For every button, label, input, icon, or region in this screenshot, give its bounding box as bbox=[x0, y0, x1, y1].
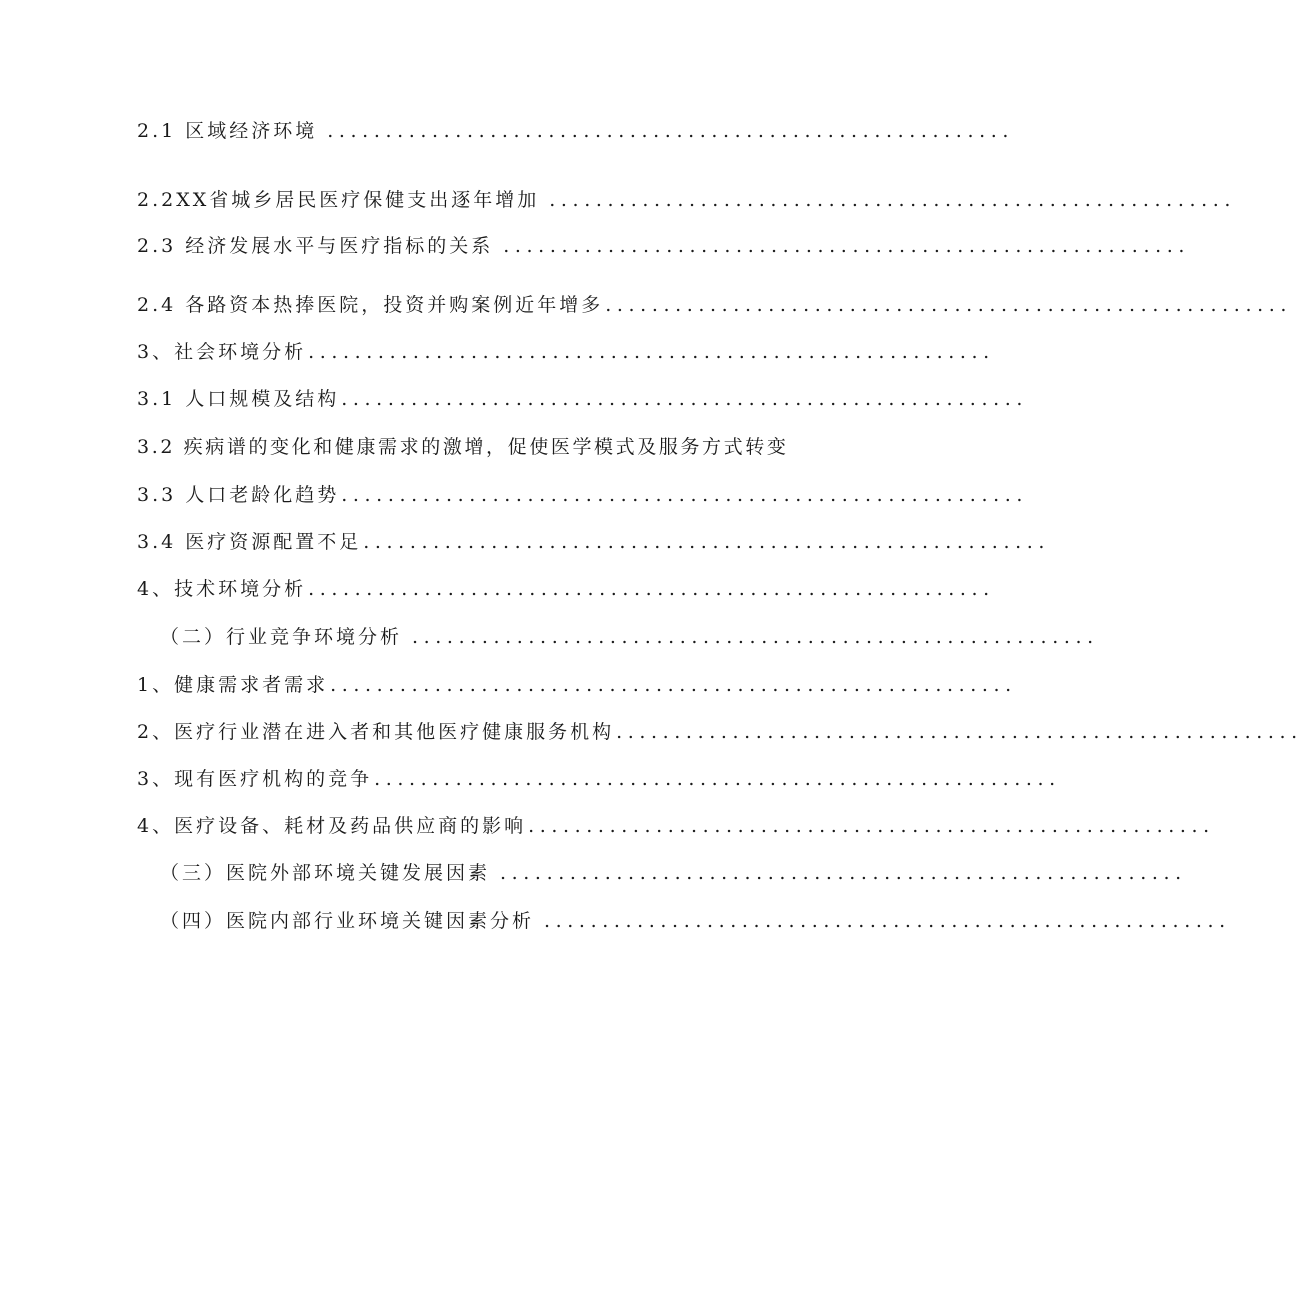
toc-dot-leader: ........................................................... bbox=[363, 531, 1050, 553]
toc-entry-3-3[interactable] bbox=[137, 480, 1028, 510]
toc-dot-leader: ........................................................... bbox=[308, 578, 995, 600]
toc-entry-3-1[interactable] bbox=[137, 384, 1028, 414]
toc-entry-title: 4、医疗设备、耗材及药品供应商的影响 bbox=[137, 815, 527, 837]
toc-entry-title: 3、社会环境分析 bbox=[137, 341, 307, 363]
toc-entry-title: （三）医院外部环境关键发展因素 bbox=[160, 862, 491, 884]
toc-entry-2-3[interactable] bbox=[137, 231, 1190, 261]
toc-dot-leader: ........................................................... bbox=[544, 910, 1231, 932]
toc-entry-title: 3.4 医疗资源配置不足 bbox=[137, 531, 362, 553]
toc-dot-leader: ........................................................... bbox=[549, 189, 1237, 211]
toc-entry-title: （四）医院内部行业环境关键因素分析 bbox=[160, 910, 535, 932]
toc-entry-title: 2.3 经济发展水平与医疗指标的关系 bbox=[137, 235, 494, 257]
toc-entry-title: 3.3 人口老龄化趋势 bbox=[137, 484, 340, 506]
toc-entry-2-2[interactable] bbox=[137, 185, 1237, 215]
toc-entry-title: 1、健康需求者需求 bbox=[137, 674, 329, 696]
toc-dot-leader: ........................................................... bbox=[605, 294, 1292, 316]
toc-entry-competition-1[interactable] bbox=[137, 670, 1017, 700]
toc-entry-3-2[interactable] bbox=[137, 432, 789, 462]
toc-entry-4[interactable] bbox=[137, 574, 995, 604]
toc-entry-competition-2[interactable] bbox=[137, 717, 1303, 747]
toc-entry-title: 3.1 人口规模及结构 bbox=[137, 388, 340, 410]
toc-entry-competition-4[interactable] bbox=[137, 811, 1215, 841]
toc-dot-leader: ........................................................... bbox=[412, 626, 1099, 648]
toc-entry-title: 2、医疗行业潜在进入者和其他医疗健康服务机构 bbox=[137, 721, 615, 743]
toc-entry-section-4[interactable] bbox=[160, 906, 1231, 936]
toc-entry-2-4[interactable] bbox=[137, 290, 1292, 320]
toc-dot-leader: ........................................................... bbox=[327, 120, 1014, 142]
toc-entry-title: 2.2XX省城乡居民医疗保健支出逐年增加 bbox=[137, 189, 540, 211]
toc-dot-leader: ........................................................... bbox=[374, 768, 1061, 790]
toc-entry-competition-3[interactable] bbox=[137, 764, 1061, 794]
toc-entry-3-4[interactable] bbox=[137, 527, 1050, 557]
toc-dot-leader: ........................................................... bbox=[330, 674, 1017, 696]
toc-dot-leader: ........................................................... bbox=[503, 235, 1190, 257]
toc-dot-leader: ........................................................... bbox=[308, 341, 995, 363]
toc-entry-title: 3、现有医疗机构的竞争 bbox=[137, 768, 373, 790]
toc-dot-leader: ........................................................... bbox=[616, 721, 1303, 743]
toc-entry-section-2[interactable] bbox=[160, 622, 1099, 652]
toc-entry-section-3[interactable] bbox=[160, 858, 1187, 888]
toc-entry-2-1[interactable] bbox=[137, 116, 1014, 146]
toc-dot-leader: ........................................................... bbox=[500, 862, 1187, 884]
toc-entry-title: （二）行业竞争环境分析 bbox=[160, 626, 403, 648]
toc-entry-3[interactable] bbox=[137, 337, 995, 367]
toc-dot-leader: ........................................................... bbox=[341, 388, 1028, 410]
toc-dot-leader: ........................................................... bbox=[341, 484, 1028, 506]
toc-entry-title: 4、技术环境分析 bbox=[137, 578, 307, 600]
toc-entry-title: 3.2 疾病谱的变化和健康需求的激增，促使医学模式及服务方式转变 bbox=[137, 436, 789, 458]
toc-entry-title: 2.1 区域经济环境 bbox=[137, 120, 318, 142]
toc-dot-leader: ........................................................... bbox=[528, 815, 1215, 837]
toc-entry-title: 2.4 各路资本热捧医院，投资并购案例近年增多 bbox=[137, 294, 604, 316]
